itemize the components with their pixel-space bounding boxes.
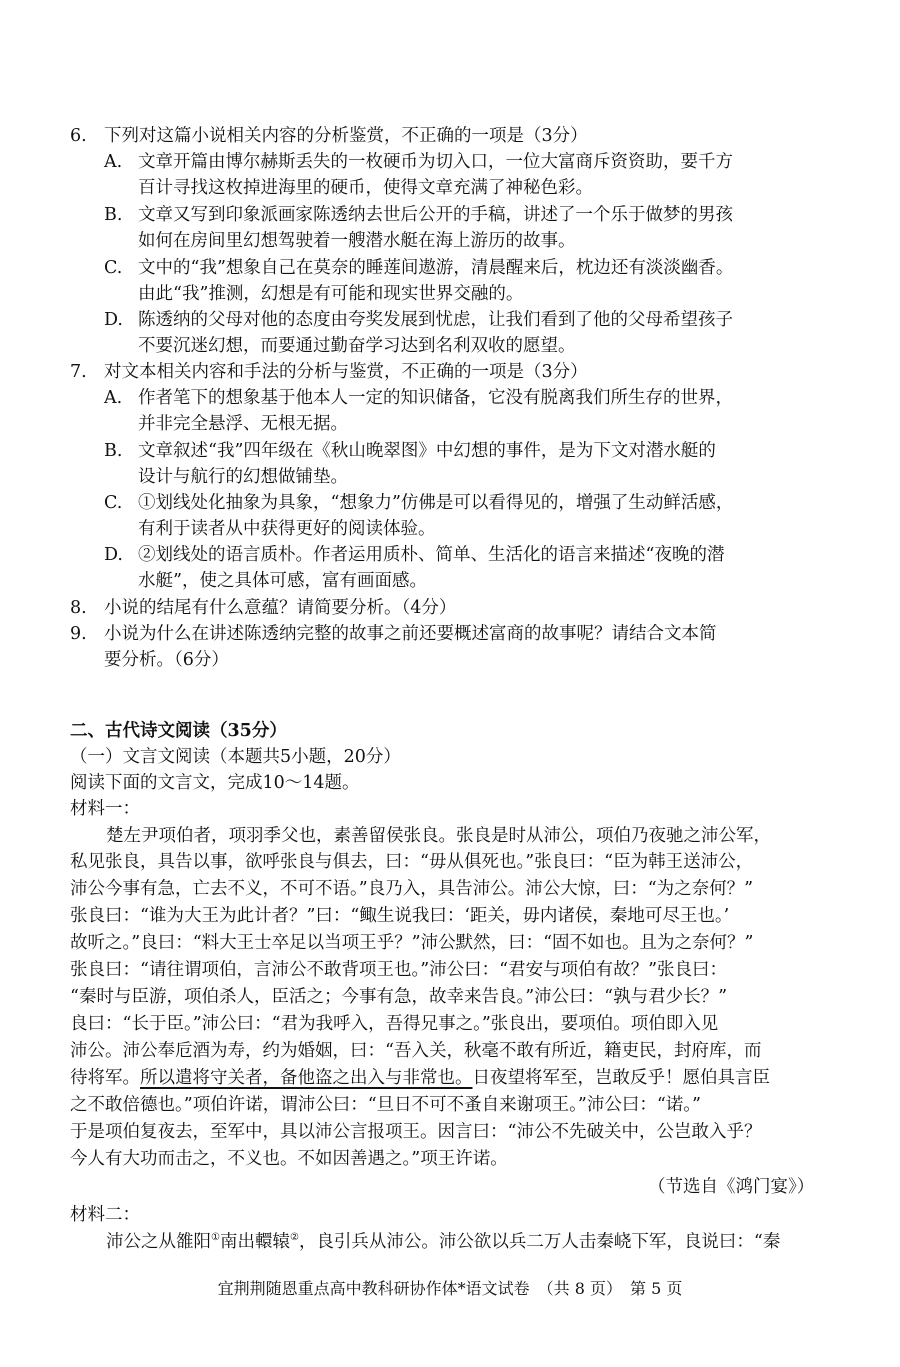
footnote-marker: ① (211, 1232, 220, 1244)
q7-stem: 对文本相关内容和手法的分析与鉴赏，不正确的一项是（3分） (104, 362, 588, 382)
q9-stem-cont: 要分析。（6分） (104, 650, 229, 670)
q7-option-c-label: C. (104, 493, 123, 513)
q6-number: 6. (70, 126, 87, 146)
passage-line: 之不敢倍德也。”项伯许诺，谓沛公曰：“旦日不可不蚤自来谢项王。”沛公曰：“诺。” (70, 1095, 701, 1115)
page-footer: 宜荆荆随恩重点高中教科研协作体*语文试卷 （共 8 页） 第 5 页 (217, 1279, 683, 1298)
q7-option-a-cont: 并非完全悬浮、无根无据。 (138, 414, 348, 434)
q7-option-d-cont: 水艇”，使之具体可感，富有画面感。 (138, 571, 427, 591)
passage-line: 故听之。”良曰：“料大王士卒足以当项王乎？”沛公默然，曰：“固不如也。且为之奈何？” (70, 933, 754, 953)
material-1-label: 材料一： (70, 799, 140, 819)
q6-option-a: 文章开篇由博尔赫斯丢失的一枚硬币为切入口，一位大富商斥资资助，要千方 (138, 152, 733, 172)
q6-option-c-cont: 由此“我”推测，幻想是有可能和现实世界交融的。 (138, 284, 524, 304)
passage-line: 沛公今事有急，亡去不义，不可不语。”良乃入，具告沛公。沛公大惊，曰：“为之奈何？” (70, 879, 754, 899)
passage-text: 南出轘辕 (219, 1232, 290, 1252)
passage-text: 日夜望将军至，岂敢反乎！愿伯具言臣 (472, 1068, 770, 1088)
q6-option-b-cont: 如何在房间里幻想驾驶着一艘潜水艇在海上游历的故事。 (138, 231, 576, 251)
passage-line: “秦时与臣游，项伯杀人，臣活之；今事有急，故幸来告良。”沛公曰：“孰与君少长？” (70, 987, 728, 1007)
q6-option-c: 文中的“我”想象自己在莫奈的睡莲间遨游，清晨醒来后，枕边还有淡淡幽香。 (138, 258, 734, 278)
passage-line: 于是项伯复夜去，至军中，具以沛公言报项王。因言曰：“沛公不先破关中，公岂敢入乎？ (70, 1122, 762, 1142)
q7-option-c-cont: 有利于读者从中获得更好的阅读体验。 (138, 519, 436, 539)
passage-line: 张良曰：“谁为大王为此计者？”曰：“鲰生说我曰：‘距关，毋内诸侯，秦地可尽王也。’ (70, 906, 730, 926)
q7-option-b: 文章叙述“我”四年级在《秋山晚翠图》中幻想的事件，是为下文对潜水艇的 (138, 441, 716, 461)
q6-stem: 下列对这篇小说相关内容的分析鉴赏，不正确的一项是（3分） (104, 126, 588, 146)
material-2-label: 材料二： (70, 1205, 140, 1225)
q6-option-d-cont: 不要沉迷幻想，而要通过勤奋学习达到名利双收的愿望。 (138, 336, 576, 356)
material-2-line (106, 1230, 780, 1254)
q7-option-a-label: A. (104, 388, 123, 408)
q6-option-b-label: B. (104, 205, 123, 225)
passage-line: 楚左尹项伯者，项羽季父也，素善留侯张良。张良是时从沛公，项伯乃夜驰之沛公军， (106, 826, 771, 846)
q9-stem: 小说为什么在讲述陈透纳完整的故事之前还要概述富商的故事呢？请结合文本简 (104, 624, 717, 644)
passage-line: 沛公。沛公奉卮酒为寿，约为婚姻，曰：“吾入关，秋毫不敢有所近，籍吏民，封府库，而 (70, 1041, 762, 1061)
q7-option-d: ②划线处的语言质朴。作者运用质朴、简单、生活化的语言来描述“夜晚的潜 (138, 545, 725, 565)
q7-number: 7. (70, 362, 87, 382)
footnote-marker: ② (289, 1232, 299, 1244)
material-1-source: （节选自《鸿门宴》） (648, 1177, 815, 1197)
passage-line-underlined (70, 1066, 770, 1090)
passage-line: 良曰：“长于臣。”沛公曰：“君为我呼入，吾得兄事之。”张良出，要项伯。项伯即入见 (70, 1014, 719, 1034)
q6-option-a-label: A. (104, 152, 123, 172)
q6-option-b: 文章又写到印象派画家陈透纳去世后公开的手稿，讲述了一个乐于做梦的男孩 (138, 205, 733, 225)
q8-number: 8. (70, 598, 87, 618)
q6-option-c-label: C. (104, 258, 123, 278)
q6-option-d: 陈透纳的父母对他的态度由夸奖发展到忧虑，让我们看到了他的父母希望孩子 (138, 310, 733, 330)
passage-line: 私见张良，具告以事，欲呼张良与俱去，曰：“毋从俱死也。”张良曰：“臣为韩王送沛公， (70, 852, 754, 872)
q9-number: 9. (70, 624, 87, 644)
passage-text: ，良引兵从沛公。沛公欲以兵二万人击秦峣下军，良说曰：“秦 (298, 1232, 781, 1252)
q8-stem: 小说的结尾有什么意蕴？请简要分析。（4分） (104, 598, 457, 618)
q6-option-a-cont: 百计寻找这枚掉进海里的硬币，使得文章充满了神秘色彩。 (138, 178, 593, 198)
section-subtitle: （一）文言文阅读（本题共5小题，20分） (70, 747, 401, 767)
passage-text: 待将军。 (70, 1068, 140, 1088)
passage-text: 沛公之从雒阳 (106, 1232, 211, 1252)
q7-option-c: ①划线处化抽象为具象，“想象力”仿佛是可以看得见的，增强了生动鲜活感， (138, 493, 734, 513)
q7-option-d-label: D. (104, 545, 123, 565)
q7-option-b-label: B. (104, 441, 123, 461)
section-instruction: 阅读下面的文言文，完成10～14题。 (70, 773, 360, 793)
section-title: 二、古代诗文阅读（35分） (70, 721, 287, 741)
underlined-sentence: 所以遣将守关者，备他盗之出入与非常也。 (140, 1068, 473, 1088)
passage-line: 今人有大功而击之，不义也。不如因善遇之。”项王许诺。 (70, 1149, 508, 1169)
q7-option-a: 作者笔下的想象基于他本人一定的知识储备，它没有脱离我们所生存的世界， (138, 388, 733, 408)
passage-line: 张良曰：“请往谓项伯，言沛公不敢背项王也。”沛公曰：“君安与项伯有故？”张良曰： (70, 960, 728, 980)
q6-option-d-label: D. (104, 310, 123, 330)
q7-option-b-cont: 设计与航行的幻想做铺垫。 (138, 467, 348, 487)
